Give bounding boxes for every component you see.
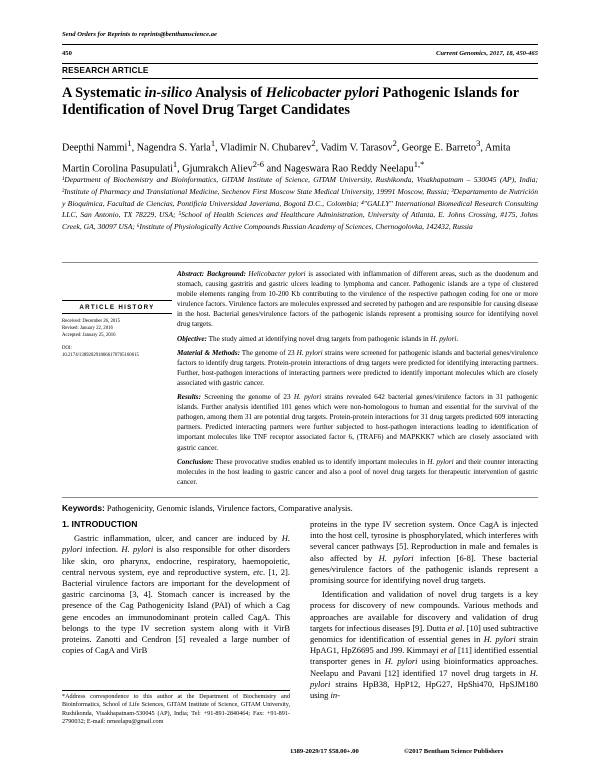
- reprints-notice: Send Orders for Reprints to reprints@benthamscience.ae: [62, 31, 217, 38]
- issn-price: 1389-2029/17 $58.00+.00: [290, 748, 359, 755]
- abstract-methods: Material & Methods: The genome of 23 H. pylori strains were screened for pathogenic islands and bacterial genes/virulence factors to identify drug targets. Protein-protein interactions of drug targets were predicted for identifying interacting partners. Further, host-pathogen interactions of interacting partners were predicted to identify important molecules which are closely associated with gastric cancer.: [177, 348, 539, 387]
- section-heading-introduction: 1. INTRODUCTION: [62, 519, 138, 529]
- body-column-right: [310, 519, 538, 704]
- article-type-rule-bottom: [62, 78, 538, 79]
- received-date: Received: December 26, 2015: [62, 319, 121, 324]
- copyright: ©2017 Bentham Science Publishers: [404, 748, 504, 755]
- accepted-date: Accepted: January 25, 2016: [62, 333, 116, 338]
- keywords-divider: [62, 497, 538, 498]
- abstract: [177, 269, 538, 491]
- page-number: 450: [62, 50, 72, 57]
- keywords: Keywords: Pathogenicity, Genomic islands, Virulence factors, Comparative analysis.: [62, 503, 353, 513]
- article-history-heading: ARTICLE HISTORY: [62, 300, 172, 314]
- doi-link[interactable]: 10.2174/1389202918666170705160615: [62, 353, 139, 358]
- correspondence-footnote: *Address correspondence to this author at the Department of Biochemistry and Bioinformatics, School of Life Sciences, GITAM Institute of Science, GITAM University, Rushikonda, Visakhapatnam-530045 (AP), India; Tel: +91-891-2840464; Fax: +91-891-2790032; E-mail: nrneelapu@gmail.com: [62, 693, 290, 726]
- affiliations: ¹Department of Biochemistry and Bioinformatics, GITAM Institute of Science, GITAM University, Rushikonda, Visakhapatnam – 530045 (AP), India; ²Institute of Pharmacy and Translational Medicine, Sechenov First Moscow State Medical University, 19991 Moscow, Russia; ³Departamento de Nutrición y Bioquímica, Facultad de Ciencias, Pontificia Universidad Javeriana, Bogotá D.C., Colombia; ⁴"GALLY" International Biomedical Research Consulting LLC, San Antonio, TX 78229, USA; ⁵School of Health Sciences and Healthcare Administration, University of Atlanta, E. Johns Crossing, #175, Johns Creek, GA, 30097 USA; ⁶Institute of Physiologically Active Compounds Russian Academy of Sciences, Chernogolovka, 142432, Russia: [62, 175, 538, 232]
- abstract-results: Results: Screening the genome of 23 H. pylori strains revealed 642 bacterial genes/virulence factors in 31 pathogenic islands. Further analysis identified 101 genes which were non-homologous to human and essential for the survival of the pathogen, among them 31 are potential drug targets. Protein-protein interactions for 31 drug targets predicted 609 interacting partners. Predicted interacting partners were further subjected to host-pathogen interactions leading to identification of important molecules like TNF receptor associated factor 6, (TRAF6) and MAPKKK7 which are closely associated with gastric cancer.: [177, 393, 539, 452]
- article-history: [62, 300, 172, 359]
- intro-paragraph-2: Identification and validation of novel drug targets is a key process for discovery of new compounds. Various methods and approaches are available for discovery and validation of drug targets for infectious diseases [9]. Dutta et al. [10] used subtractive genomics for identification of essential genes in H. pylori strain HpAG1, HpZ6695 and J99. Kimmayi et al [11] identified essential transporter genes in H. pylori using bioinformatics approaches. Neelapu and Pavani [12] identified 17 novel drug targets in H. pylori strains HpB38, HpP12, HpG27, HpShi470, HpSJM180 using in-: [310, 589, 539, 701]
- body-column-left: [62, 519, 290, 659]
- intro-paragraph-1-cont: proteins in the type IV secretion system. Once CagA is injected into the host cell, tyrosine is phosphorylated, which interferes with several cancer pathways [5]. Reproduction in male and females is also affected by H. pylori infection [6-8]. These bacterial genes/virulence factors of the pathogenic islands represent a promising source for identifying novel drug targets.: [310, 519, 538, 586]
- abstract-objective: Objective: The study aimed at identifying novel drug targets from pathogenic islands in H. pylori.: [177, 334, 459, 343]
- intro-paragraph-1: Gastric inflammation, ulcer, and cancer are induced by H. pylori infection. H. pylori is also responsible for other disorders like skin, oro pharynx, endocrine, respiratory, haemopoietic, central nervous system, eye and reproductive system, etc. [1, 2]. Bacterial virulence factors are important for the development of gastric carcinoma [3, 4]. Stomach cancer is increased by the presence of the Cag Pathogenicity Island (PAI) of which a Cag gene encodes an immunodominant protein called CagA. This belongs to the type IV secretion system along with it VirB proteins. Zanotti and Cendron [5] revealed a large number of copies of CagA and VirB: [62, 533, 290, 656]
- doi-label: DOI:: [62, 346, 72, 351]
- abstract-background: Abstract: Background: Helicobacter pylori is associated with inflammation of different areas, such as the duodenum and stomach, causing gastritis and gastric ulcers leading to lymphoma and cancer. Pathogenic islands are a type of clustered mobile elements ranging from 10-200 Kb contributing to the virulence of the respective pathogen coding for one or more virulence factors. Virulence factors are molecules expressed and secreted by pathogen and are responsible for causing disease in the host. Bacterial genes/virulence factors of the pathogenic islands represent a promising source for identifying novel drug targets.: [177, 270, 539, 329]
- article-type-rule-top: [62, 63, 538, 64]
- abstract-conclusion: Conclusion: These provocative studies enabled us to identify important molecules in H. pylori and their counter interacting molecules in the host leading to gastric cancer and also a pool of novel drug targets for therapeutic intervention of gastric cancer.: [177, 457, 538, 486]
- section-divider: [62, 262, 538, 263]
- journal-citation: Current Genomics, 2017, 18, 450-465: [435, 50, 538, 57]
- article-type: RESEARCH ARTICLE: [62, 66, 149, 75]
- revised-date: Revised: January 22, 2016: [62, 326, 113, 331]
- footnote-rule: [62, 690, 290, 691]
- header-rule: [62, 44, 538, 45]
- author-list: Deepthi Nammi$^1$, Nagendra S. Yarla$^1$, Vladimir N. Chubarev$^2$, Vadim V. Tarasov$^2$, George E. Barreto$^3$, Amita Martin Corolina Pasupulati$^1$, Gjumrakch Aliev$^{2-6}$ and Nageswara Rao Reddy Neelapu$^{1,*}$: [62, 138, 511, 175]
- paper-title: A Systematic in-silico Analysis of Helicobacter pylori Pathogenic Islands for Identification of Novel Drug Target Candidates: [62, 85, 519, 118]
